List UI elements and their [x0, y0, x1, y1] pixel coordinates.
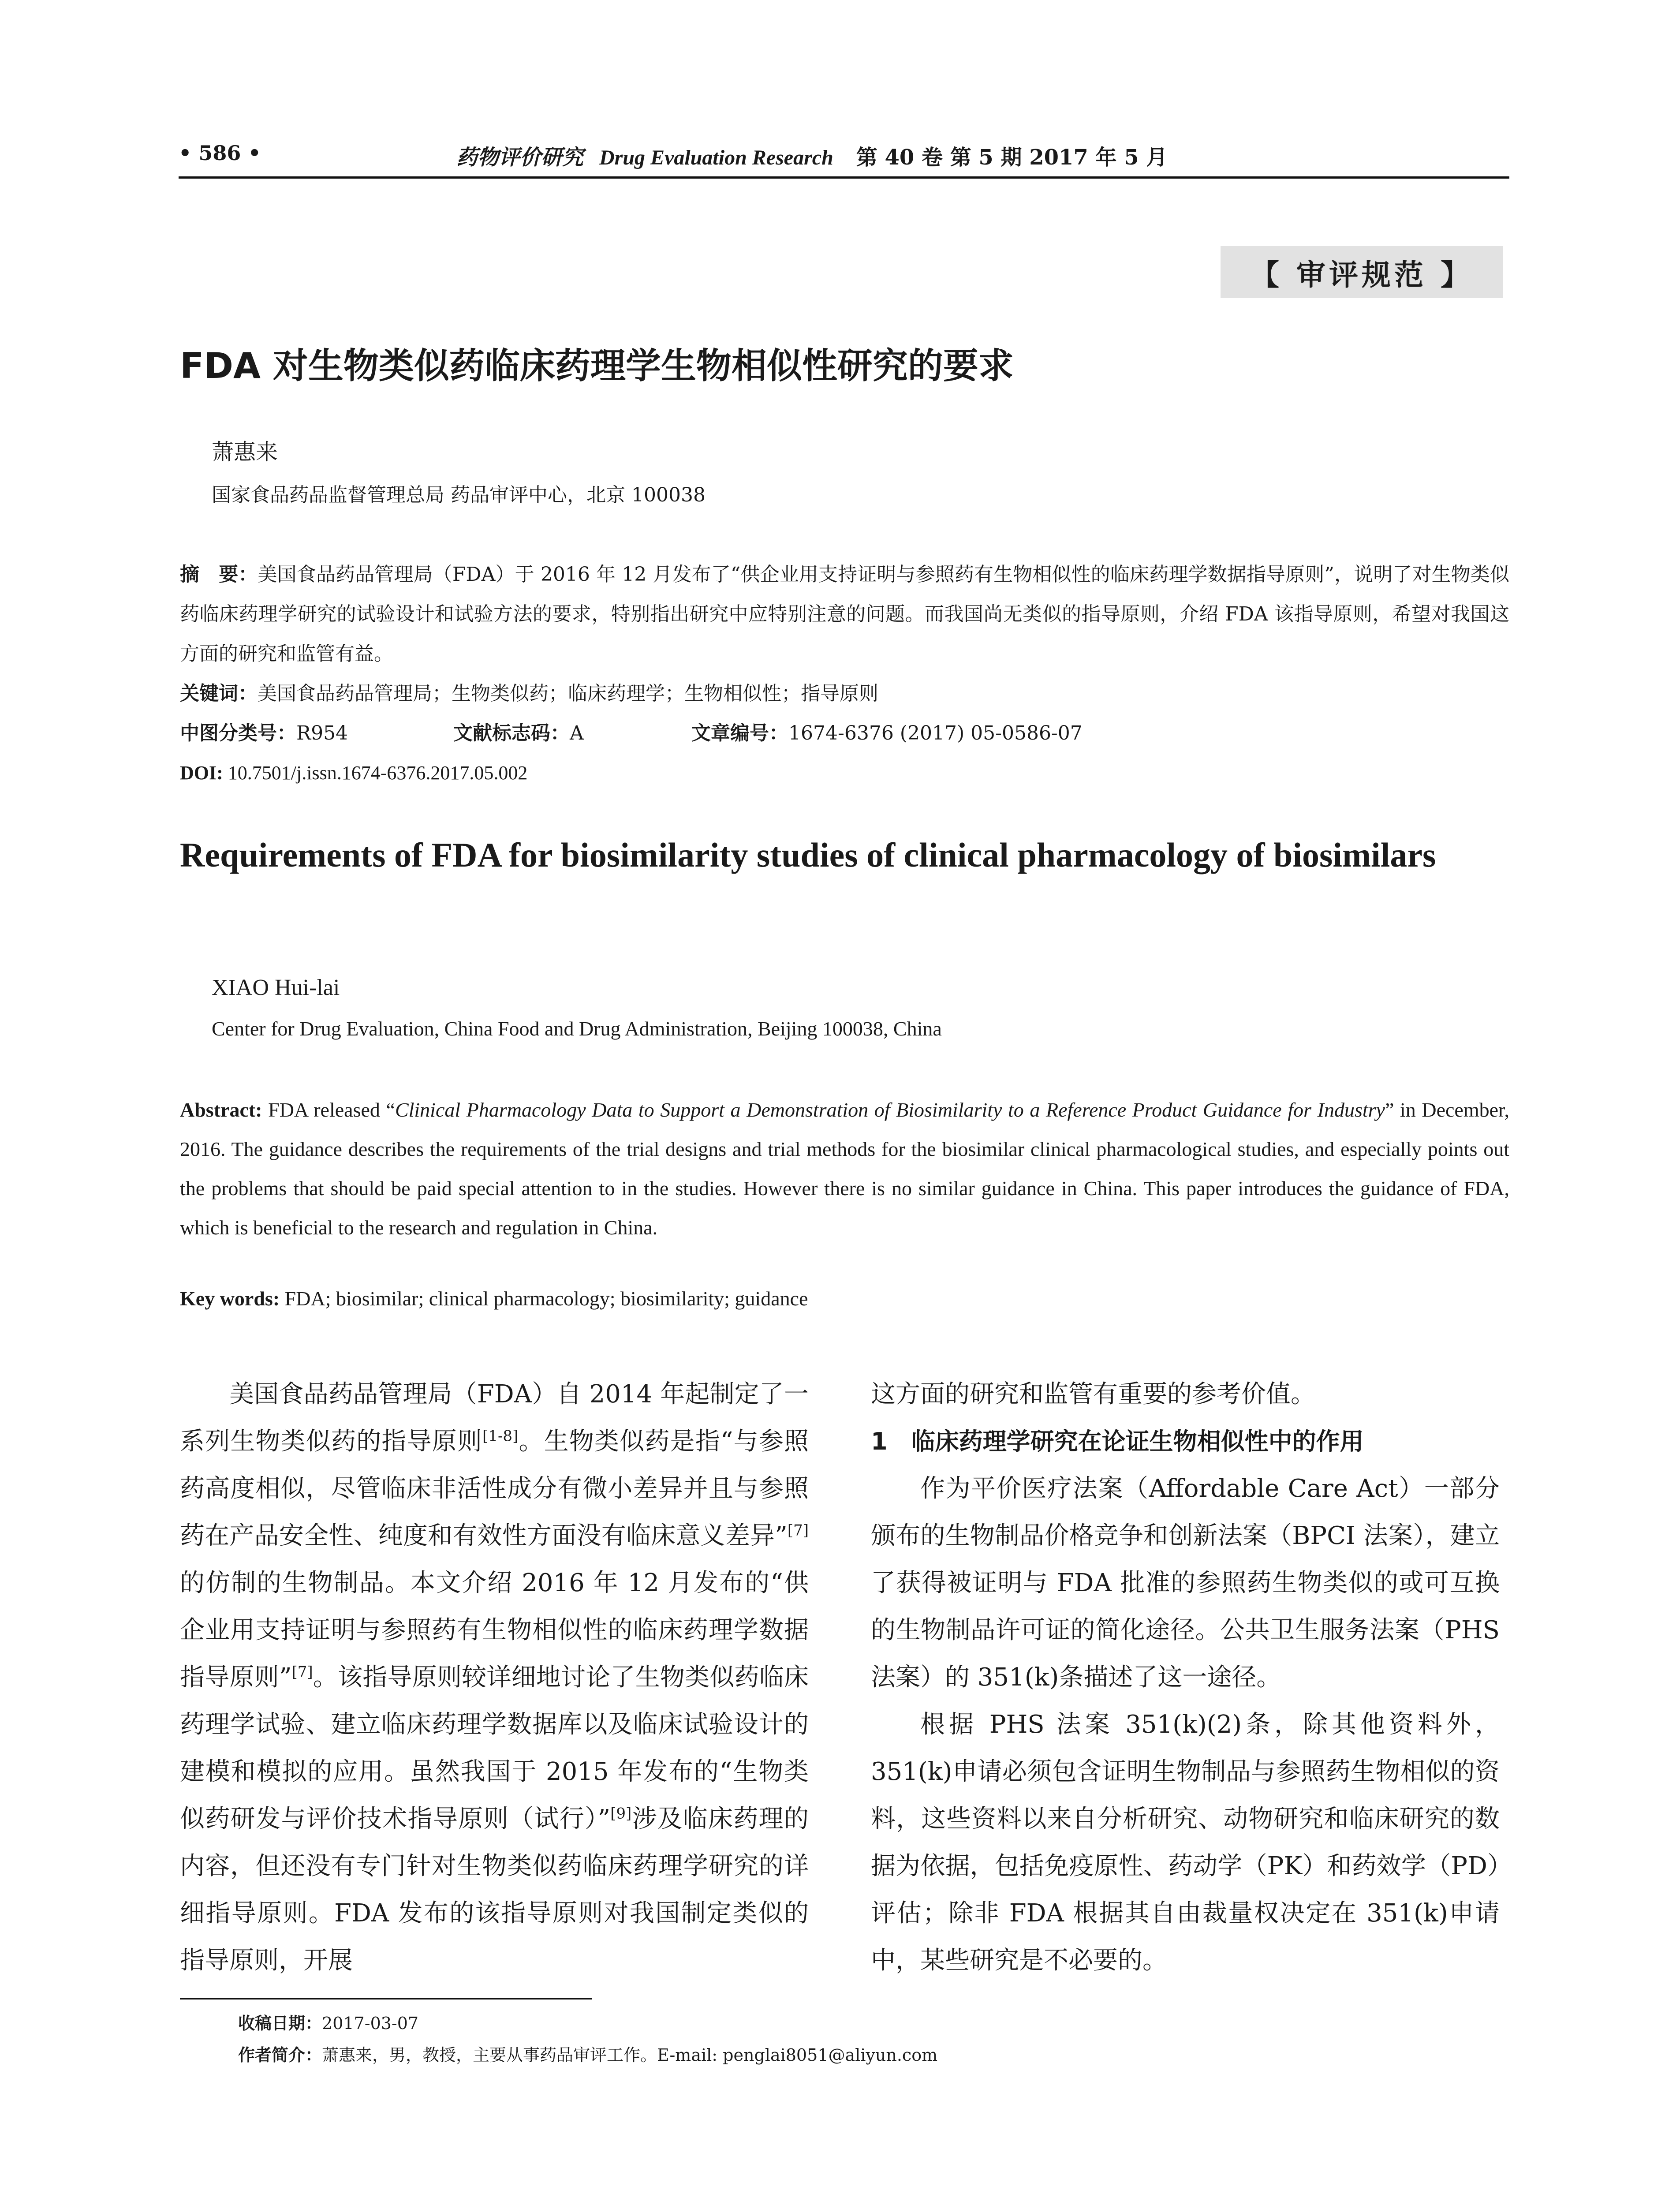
received-date — [238, 2007, 937, 2039]
abstract-cn — [180, 555, 1509, 674]
affiliation-en: Center for Drug Evaluation, China Food and Drug Administration, Beijing 100038, China — [212, 1017, 942, 1040]
citation: [1-8] — [482, 1427, 519, 1445]
author-bio-value: 萧惠来，男，教授，主要从事药品审评工作。E-mail: penglai8051@aliyun.com — [322, 2045, 938, 2065]
body-text: 。生物类似药是指“与参照药高度相似，尽管临床非活性成分有微小差异并且与参照药在产品安全性、纯度和有效性方面没有临床意义差异” — [180, 1427, 809, 1550]
abstract-en-label: Abstract: — [180, 1099, 262, 1121]
author-en: XIAO Hui-lai — [212, 975, 340, 1000]
page-number: • 586 • — [179, 141, 261, 165]
keywords-cn-text: 美国食品药品管理局；生物类似药；临床药理学；生物相似性；指导原则 — [258, 682, 878, 705]
citation: [7] — [291, 1663, 313, 1681]
affiliation-cn: 国家食品药品监督管理总局 药品审评中心，北京 100038 — [212, 484, 706, 506]
doc-code-value: A — [570, 722, 584, 744]
doi-line — [180, 753, 1509, 793]
section-heading: 1 临床药理学研究在论证生物相似性中的作用 — [871, 1428, 1364, 1455]
section-tag: 【 审评规范 】 — [1221, 246, 1503, 298]
abstract-cn-text: 美国食品药品管理局（FDA）于 2016 年 12 月发布了“供企业用支持证明与参照药有生物相似性的临床药理学数据指导原则”，说明了对生物类似药临床药理学研究的试验设计和试验方法的要求，特别指出研究中应特别注意的问题。而我国尚无类似的指导原则，介绍 FDA 该指导原则，希望对我国这方面的研究和监管有益。 — [180, 563, 1510, 665]
abstract-cn-label: 摘 要： — [180, 563, 258, 586]
issue-info: 第 40 卷 第 5 期 2017 年 5 月 — [856, 145, 1168, 170]
clc-value: R954 — [296, 722, 348, 744]
received-value: 2017-03-07 — [322, 2014, 419, 2033]
doi-label: DOI: — [180, 762, 223, 784]
received-label: 收稿日期： — [238, 2014, 322, 2033]
author-bio — [238, 2039, 937, 2071]
body-paragraph: 根据 PHS 法案 351(k)(2)条，除其他资料外，351(k)申请必须包含证明生物制品与参照药生物相似的资料，这些资料以来自分析研究、动物研究和临床研究的数据为依据，包括免疫原性、药动学（PK）和药效学（PD）评估；除非 FDA 根据其自由裁量权决定在 351(k)申请中，某些研究是不必要的。 — [871, 1710, 1500, 1975]
author-bio-label: 作者简介： — [238, 2045, 322, 2065]
keywords-en-text: FDA; biosimilar; clinical pharmacology; biosimilarity; guidance — [284, 1287, 808, 1310]
article-number-value: 1674-6376 (2017) 05-0586-07 — [788, 722, 1083, 744]
footnote-rule — [180, 1998, 592, 1999]
article-title-cn: FDA 对生物类似药临床药理学生物相似性研究的要求 — [180, 345, 1014, 386]
body-paragraph — [180, 1371, 809, 1984]
citation: [9] — [610, 1805, 632, 1823]
keywords-en-label: Key words: — [180, 1287, 280, 1310]
footnotes — [238, 2007, 937, 2071]
body-text: 。该指导原则较详细地讨论了生物类似药临床药理学试验、建立临床药理学数据库以及临床试验设计的建模和模拟的应用。虽然我国于 2015 年发布的“生物类似药研发与评价技术指导原则（试行）” — [180, 1663, 809, 1833]
doc-code-label: 文献标志码： — [453, 722, 570, 744]
keywords-cn-label: 关键词： — [180, 682, 258, 705]
body-column-right — [871, 1371, 1500, 1984]
header-rule — [179, 176, 1509, 179]
article-title-en: Requirements of FDA for biosimilarity studies of clinical pharmacology of biosimilars — [180, 836, 1436, 874]
clc-label: 中图分类号： — [180, 722, 296, 744]
journal-title-cn: 药物评价研究 — [456, 145, 584, 170]
body-paragraph: 作为平价医疗法案（Affordable Care Act）一部分颁布的生物制品价格竞争和创新法案（BPCI 法案），建立了获得被证明与 FDA 批准的参照药生物类似的或可互换的生物制品许可证的简化途径。公共卫生服务法案（PHS 法案）的 351(k)条描述了这一途径。 — [871, 1474, 1500, 1692]
classification-line — [180, 714, 1509, 753]
body-text: 美国食品药品管理局（FDA）自 2014 年起制定了一系列生物类似药的指导原则 — [180, 1380, 809, 1456]
body-paragraph-continued: 这方面的研究和监管有重要的参考价值。 — [871, 1380, 1315, 1409]
body-text: 的仿制的生物制品。本文介绍 2016 年 12 月发布的“供企业用支持证明与参照药有生物相似性的临床药理学数据指导原则” — [180, 1569, 809, 1692]
author-cn: 萧惠来 — [212, 439, 278, 465]
body-column-left — [180, 1371, 809, 1984]
citation: [7] — [787, 1521, 809, 1540]
body-text: 涉及临床药理的内容，但还没有专门针对生物类似药临床药理学研究的详细指导原则。FDA 发布的该指导原则对我国制定类似的指导原则，开展 — [180, 1805, 809, 1975]
doi-value: 10.7501/j.issn.1674-6376.2017.05.002 — [228, 762, 528, 784]
keywords-cn — [180, 674, 1509, 714]
journal-title-en: Drug Evaluation Research — [599, 146, 833, 169]
abstract-en-post: ” in December, 2016. The guidance describes the requirements of the trial designs and trial methods for the biosimilar clinical pharmacological studies, and especially points out the problems that should be paid special attention to in the studies. However there is no similar guidance in China. This paper introduces the guidance of FDA, which is beneficial to the research and regulation in China. — [180, 1099, 1510, 1239]
abstract-en-pre: FDA released “ — [268, 1099, 395, 1121]
keywords-en — [180, 1287, 808, 1310]
abstract-en — [180, 1090, 1509, 1247]
running-header — [456, 140, 1167, 171]
abstract-en-guidance-title: Clinical Pharmacology Data to Support a Demonstration of Biosimilarity to a Reference Product Guidance for Industry — [395, 1099, 1385, 1121]
article-number-label: 文章编号： — [691, 722, 788, 744]
